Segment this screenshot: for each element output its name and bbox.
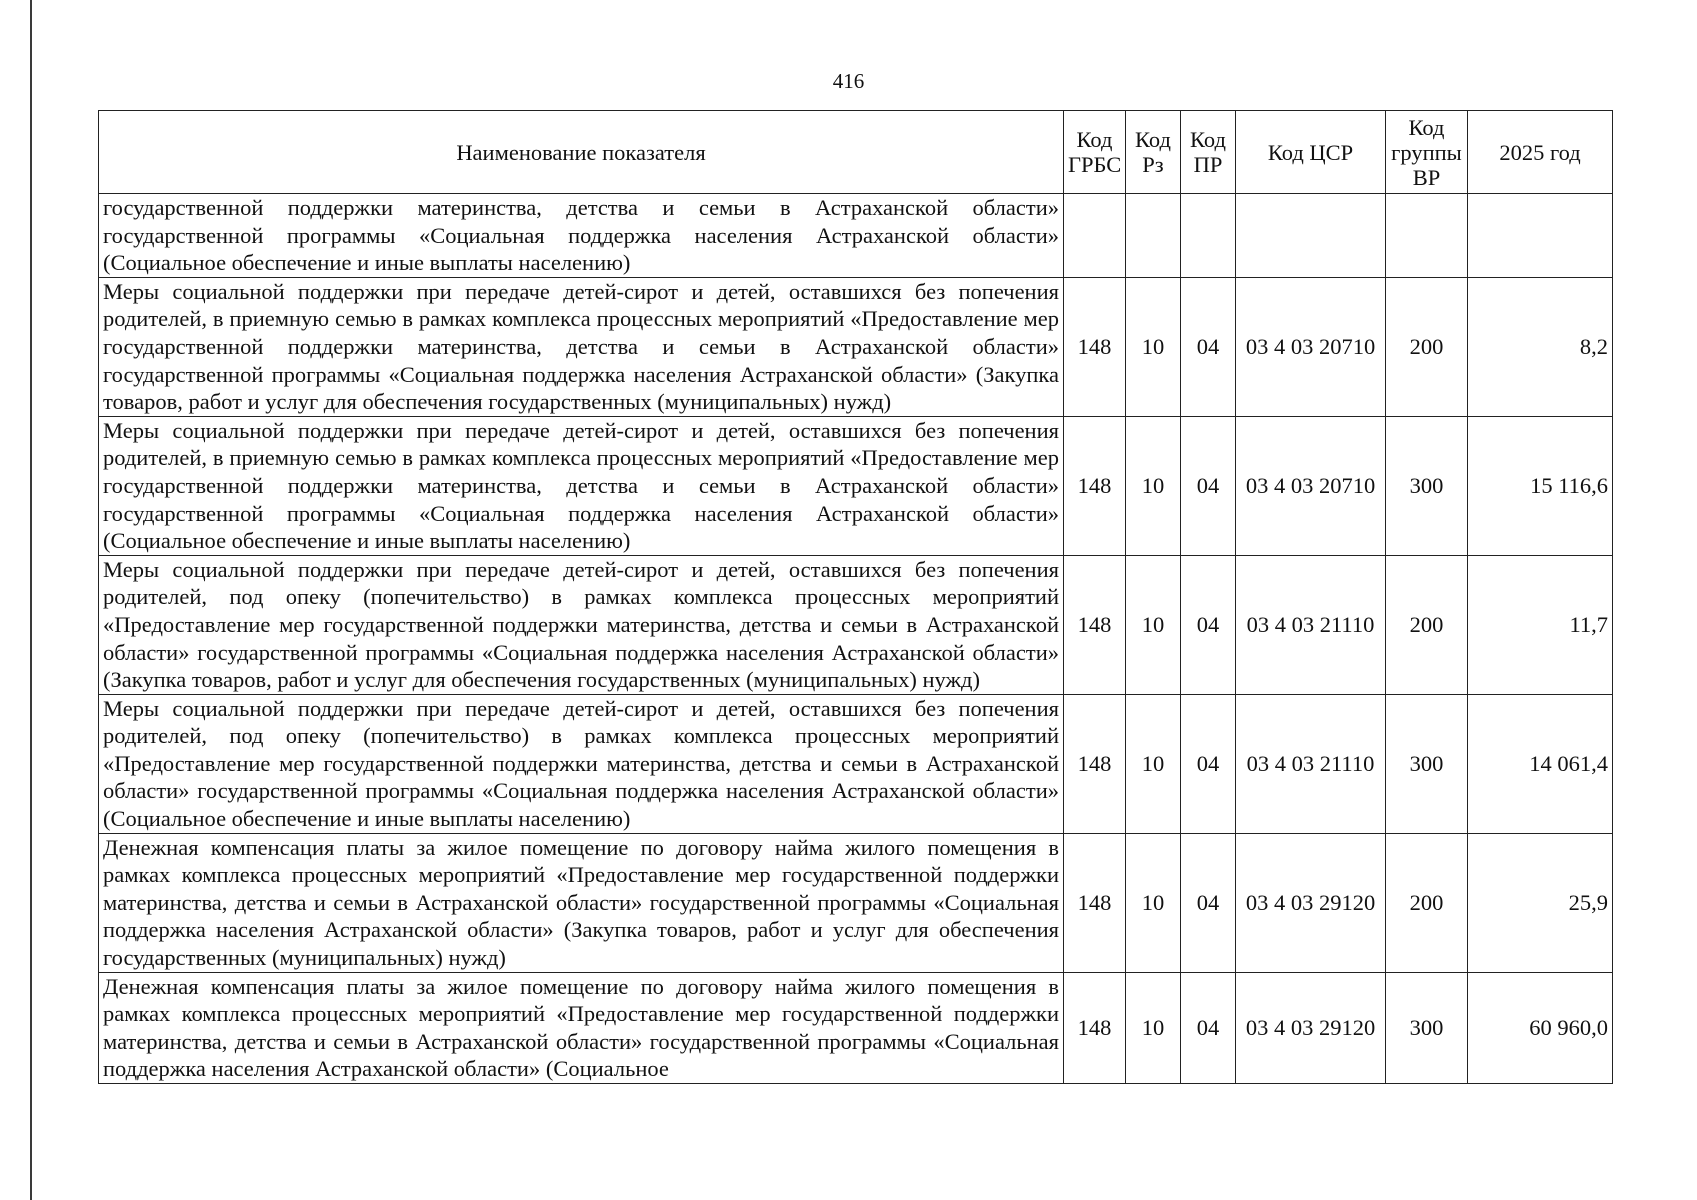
row-name: Меры социальной поддержки при передаче детей-сирот и детей, оставшихся без попечения родителей, в приемную семью в рамках комплекса процессных мероприятий «Предоставление мер государственной поддержки материнства, детства и семьи в Астраханской области» государственной программы «Социальная поддержка населения Астраханской области» (Закупка товаров, работ и услуг для обеспечения государственных (муниципальных) нужд) xyxy=(99,277,1064,416)
header-year: 2025 год xyxy=(1468,111,1613,194)
row-grbs xyxy=(1064,194,1126,278)
header-vr: Код группы ВР xyxy=(1386,111,1468,194)
table-row xyxy=(99,833,1613,972)
header-pr: Код ПР xyxy=(1181,111,1236,194)
row-csr xyxy=(1236,194,1386,278)
row-grbs: 148 xyxy=(1064,694,1126,833)
row-vr: 300 xyxy=(1386,694,1468,833)
row-csr: 03 4 03 20710 xyxy=(1236,416,1386,555)
row-name xyxy=(99,972,1064,1083)
row-rz: 10 xyxy=(1126,277,1181,416)
row-amount: 15 116,6 xyxy=(1468,416,1613,555)
header-grbs: Код ГРБС xyxy=(1064,111,1126,194)
row-pr: 04 xyxy=(1181,972,1236,1083)
header-csr: Код ЦСР xyxy=(1236,111,1386,194)
row-name: Меры социальной поддержки при передаче детей-сирот и детей, оставшихся без попечения родителей, в приемную семью в рамках комплекса процессных мероприятий «Предоставление мер государственной поддержки материнства, детства и семьи в Астраханской области» государственной программы «Социальная поддержка населения Астраханской области» (Социальное обеспечение и иные выплаты населению) xyxy=(99,416,1064,555)
row-name: Меры социальной поддержки при передаче детей-сирот и детей, оставшихся без попечения родителей, под опеку (попечительство) в рамках комплекса процессных мероприятий «Предоставление мер государственной поддержки материнства, детства и семьи в Астраханской области» государственной программы «Социальная поддержка населения Астраханской области» (Закупка товаров, работ и услуг для обеспечения государственных (муниципальных) нужд) xyxy=(99,555,1064,694)
row-amount: 25,9 xyxy=(1468,833,1613,972)
row-vr: 300 xyxy=(1386,416,1468,555)
row-name: Меры социальной поддержки при передаче детей-сирот и детей, оставшихся без попечения родителей, под опеку (попечительство) в рамках комплекса процессных мероприятий «Предоставление мер государственной поддержки материнства, детства и семьи в Астраханской области» государственной программы «Социальная поддержка населения Астраханской области» (Социальное обеспечение и иные выплаты населению) xyxy=(99,694,1064,833)
row-rz: 10 xyxy=(1126,972,1181,1083)
row-amount xyxy=(1468,194,1613,278)
row-pr: 04 xyxy=(1181,555,1236,694)
row-grbs: 148 xyxy=(1064,277,1126,416)
table-row xyxy=(99,972,1613,1083)
header-name: Наименование показателя xyxy=(99,111,1064,194)
row-csr: 03 4 03 29120 xyxy=(1236,972,1386,1083)
row-name: государственной поддержки материнства, детства и семьи в Астраханской области» государственной программы «Социальная поддержка населения Астраханской области» (Социальное обеспечение и иные выплаты населению) xyxy=(99,194,1064,278)
row-amount: 60 960,0 xyxy=(1468,972,1613,1083)
row-grbs: 148 xyxy=(1064,555,1126,694)
row-csr: 03 4 03 21110 xyxy=(1236,555,1386,694)
row-rz: 10 xyxy=(1126,555,1181,694)
row-rz: 10 xyxy=(1126,416,1181,555)
row-vr xyxy=(1386,194,1468,278)
budget-table xyxy=(98,110,1613,1084)
header-rz: Код Рз xyxy=(1126,111,1181,194)
row-pr: 04 xyxy=(1181,277,1236,416)
row-vr: 200 xyxy=(1386,277,1468,416)
table-row xyxy=(99,194,1613,278)
table-row xyxy=(99,416,1613,555)
row-amount: 11,7 xyxy=(1468,555,1613,694)
row-name: Денежная компенсация платы за жилое помещение по договору найма жилого помещения в рамках комплекса процессных мероприятий «Предоставление мер государственной поддержки материнства, детства и семьи в Астраханской области» государственной программы «Социальная поддержка населения Астраханской области» (Закупка товаров, работ и услуг для обеспечения государственных (муниципальных) нужд) xyxy=(99,833,1064,972)
row-pr: 04 xyxy=(1181,416,1236,555)
row-grbs: 148 xyxy=(1064,416,1126,555)
row-vr: 200 xyxy=(1386,833,1468,972)
table-row xyxy=(99,555,1613,694)
row-amount: 14 061,4 xyxy=(1468,694,1613,833)
header-row xyxy=(99,111,1613,194)
row-grbs: 148 xyxy=(1064,972,1126,1083)
row-pr xyxy=(1181,194,1236,278)
row-pr: 04 xyxy=(1181,833,1236,972)
row-grbs: 148 xyxy=(1064,833,1126,972)
row-rz: 10 xyxy=(1126,694,1181,833)
page-number: 416 xyxy=(832,69,865,93)
row-rz: 10 xyxy=(1126,833,1181,972)
row-name-text: Денежная компенсация платы за жилое помещение по договору найма жилого помещения в рамках комплекса процессных мероприятий «Предоставление мер государственной поддержки материнства, детства и семьи в Астраханской области» государственной программы «Социальная поддержка населения Астраханской области» (Социальное xyxy=(103,973,1059,1082)
row-csr: 03 4 03 29120 xyxy=(1236,833,1386,972)
row-csr: 03 4 03 20710 xyxy=(1236,277,1386,416)
row-amount: 8,2 xyxy=(1468,277,1613,416)
row-pr: 04 xyxy=(1181,694,1236,833)
row-vr: 200 xyxy=(1386,555,1468,694)
row-csr: 03 4 03 21110 xyxy=(1236,694,1386,833)
row-vr: 300 xyxy=(1386,972,1468,1083)
table-row xyxy=(99,694,1613,833)
table-row xyxy=(99,277,1613,416)
row-rz xyxy=(1126,194,1181,278)
binding-line xyxy=(30,0,32,1200)
